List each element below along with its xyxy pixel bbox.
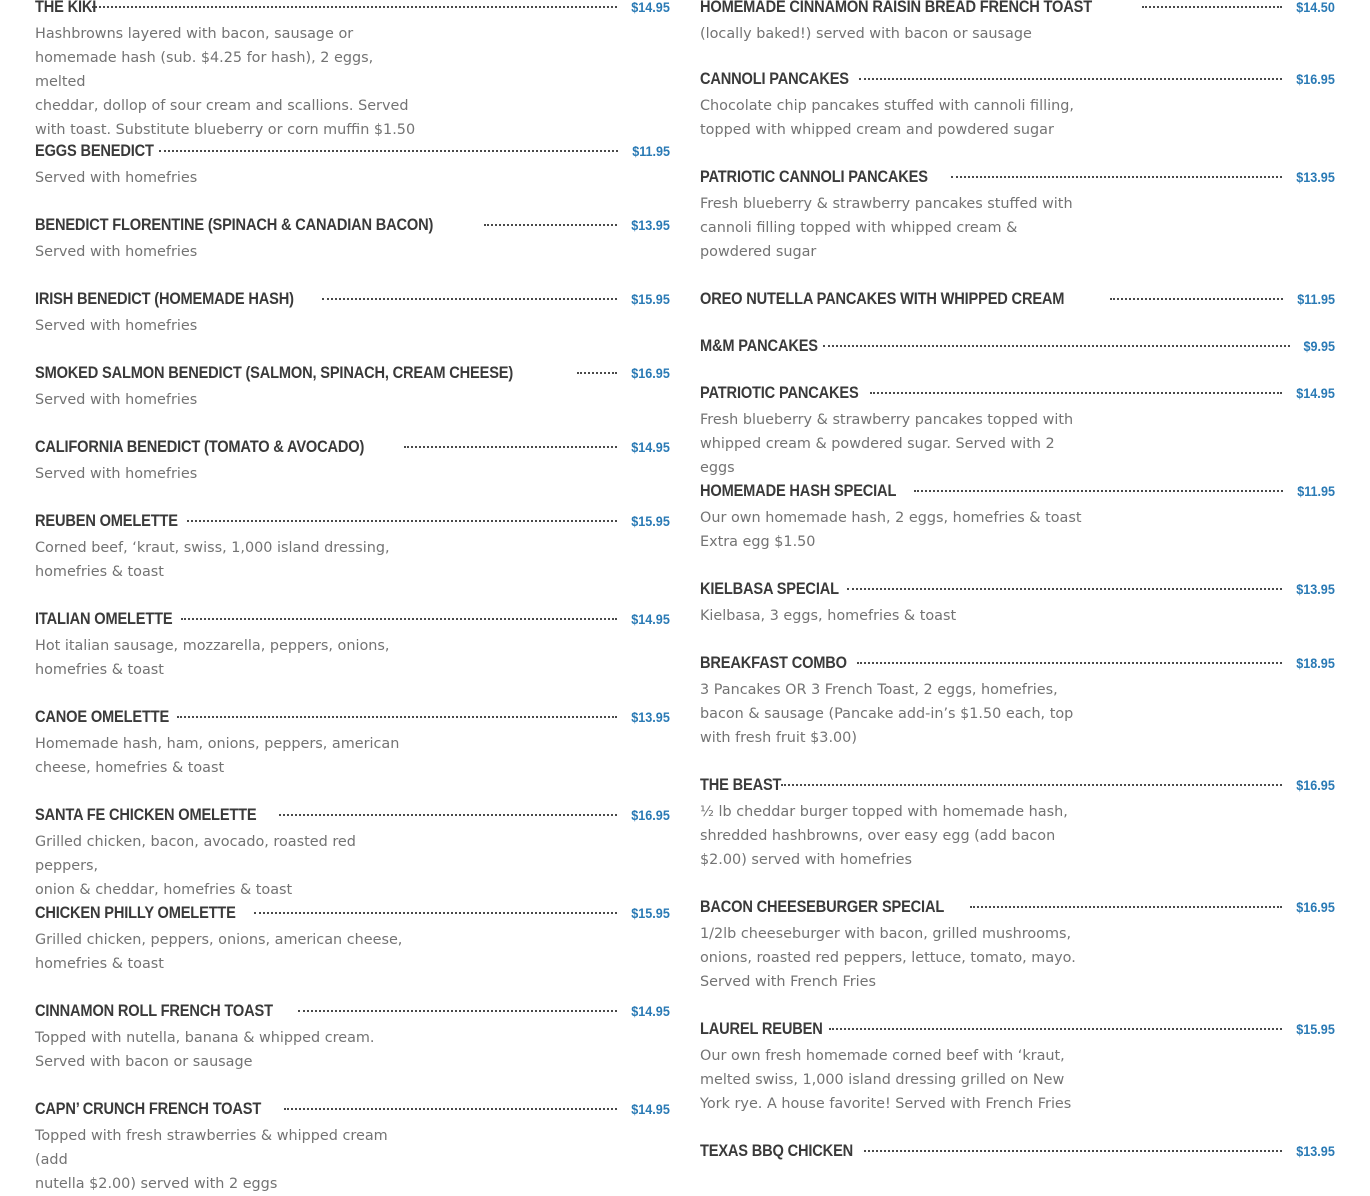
dotted-leader bbox=[279, 814, 618, 816]
menu-item-price: $11.95 bbox=[632, 143, 670, 159]
menu-item-header bbox=[700, 380, 1335, 406]
menu-item-header bbox=[700, 576, 1335, 602]
menu-item-description: Served with homefries bbox=[35, 466, 198, 482]
menu-item-name: LAUREL REUBEN bbox=[700, 1019, 823, 1038]
menu-item-description: 1/2lb cheeseburger with bacon, grilled mushrooms, onions, roasted red peppers, lettuce, tomato, mayo. Served with French Fries bbox=[700, 926, 1076, 990]
dotted-leader bbox=[187, 520, 617, 522]
menu-item-name: BENEDICT FLORENTINE (SPINACH & CANADIAN BACON) bbox=[35, 215, 434, 234]
menu-item-header bbox=[35, 998, 670, 1024]
dotted-leader bbox=[1142, 6, 1282, 8]
menu-item-name: M&M PANCAKES bbox=[700, 336, 818, 355]
dotted-leader bbox=[864, 1150, 1282, 1152]
menu-item-header bbox=[700, 1138, 1335, 1164]
menu-item-name: THE KIKI bbox=[35, 0, 97, 16]
menu-item-name: REUBEN OMELETTE bbox=[35, 511, 178, 530]
menu-item-name: KIELBASA SPECIAL bbox=[700, 579, 839, 598]
menu-item-price: $14.95 bbox=[631, 439, 670, 455]
menu-item-description: Fresh blueberry & strawberry pancakes topped with whipped cream & powdered sugar. Served with 2 eggs bbox=[700, 412, 1074, 476]
menu-item-price: $16.95 bbox=[631, 365, 670, 381]
menu-item-description: Served with homefries bbox=[35, 318, 198, 334]
menu-item-name: BREAKFAST COMBO bbox=[700, 653, 847, 672]
menu-item-header bbox=[700, 66, 1335, 92]
menu-item-description: Hot italian sausage, mozzarella, peppers, onions, homefries & toast bbox=[35, 638, 390, 678]
menu-item-header bbox=[35, 212, 670, 238]
dotted-leader bbox=[484, 224, 617, 226]
menu-item-price: $11.95 bbox=[1297, 483, 1335, 499]
menu-item-description: Kielbasa, 3 eggs, homefries & toast bbox=[700, 608, 957, 624]
dotted-leader bbox=[781, 784, 1283, 786]
menu-item-name: CALIFORNIA BENEDICT (TOMATO & AVOCADO) bbox=[35, 437, 365, 456]
menu-item-description: ½ lb cheddar burger topped with homemade hash, shredded hashbrowns, over easy egg (add bacon $2.00) served with homefries bbox=[700, 804, 1068, 868]
menu-item-name: HOMEMADE CINNAMON RAISIN BREAD FRENCH TOAST bbox=[700, 0, 1092, 16]
menu-item-description: Topped with nutella, banana & whipped cream. Served with bacon or sausage bbox=[35, 1030, 375, 1070]
dotted-leader bbox=[823, 345, 1290, 347]
menu-item-description: Our own homemade hash, 2 eggs, homefries & toast Extra egg $1.50 bbox=[700, 510, 1082, 550]
menu-item-price: $11.95 bbox=[1297, 291, 1335, 307]
menu-item-description: Served with homefries bbox=[35, 244, 198, 260]
menu-item-description: Fresh blueberry & strawberry pancakes stuffed with cannoli filling topped with whipped cream & powdered sugar bbox=[700, 196, 1073, 260]
menu-item-name: ITALIAN OMELETTE bbox=[35, 609, 173, 628]
menu-item-header bbox=[35, 138, 670, 164]
menu-item-header bbox=[700, 772, 1335, 798]
dotted-leader bbox=[92, 6, 617, 8]
dotted-leader bbox=[159, 150, 618, 152]
menu-item-header bbox=[35, 434, 670, 460]
dotted-leader bbox=[284, 1108, 617, 1110]
menu-item-header bbox=[35, 900, 670, 926]
menu-item-description: Topped with fresh strawberries & whipped cream (add nutella $2.00) served with 2 eggs bbox=[35, 1128, 388, 1192]
menu-item-description: Our own fresh homemade corned beef with ‘kraut, melted swiss, 1,000 island dressing grilled on New York rye. A house favorite! Served with French Fries bbox=[700, 1048, 1072, 1112]
menu-item-name: TEXAS BBQ CHICKEN bbox=[700, 1141, 854, 1160]
menu-item-price: $18.95 bbox=[1296, 655, 1335, 671]
menu-item-price: $15.95 bbox=[631, 291, 670, 307]
dotted-leader bbox=[577, 372, 617, 374]
dotted-leader bbox=[970, 906, 1282, 908]
menu-item-price: $15.95 bbox=[631, 905, 670, 921]
menu-item-description: Grilled chicken, peppers, onions, american cheese, homefries & toast bbox=[35, 932, 403, 972]
menu-item-name: CANOE OMELETTE bbox=[35, 707, 170, 726]
menu-item-header bbox=[700, 333, 1335, 359]
dotted-leader bbox=[829, 1028, 1283, 1030]
menu-item-header bbox=[35, 606, 670, 632]
menu-item-price: $9.95 bbox=[1303, 338, 1335, 354]
menu-item-price: $13.95 bbox=[1296, 169, 1335, 185]
menu-item-header bbox=[700, 650, 1335, 676]
dotted-leader bbox=[177, 716, 617, 718]
menu-item-header bbox=[700, 164, 1335, 190]
menu-item-name: IRISH BENEDICT (HOMEMADE HASH) bbox=[35, 289, 294, 308]
menu-item-name: BACON CHEESEBURGER SPECIAL bbox=[700, 897, 945, 916]
menu-item-price: $16.95 bbox=[1296, 71, 1335, 87]
menu-item-name: CINNAMON ROLL FRENCH TOAST bbox=[35, 1001, 273, 1020]
menu-item-price: $14.95 bbox=[631, 0, 670, 15]
dotted-leader bbox=[404, 446, 617, 448]
menu-item-price: $14.95 bbox=[631, 1003, 670, 1019]
menu-item-description: Corned beef, ‘kraut, swiss, 1,000 island dressing, homefries & toast bbox=[35, 540, 390, 580]
menu-item-name: SANTA FE CHICKEN OMELETTE bbox=[35, 805, 257, 824]
menu-item-name: PATRIOTIC CANNOLI PANCAKES bbox=[700, 167, 928, 186]
menu-item-description: Served with homefries bbox=[35, 170, 198, 186]
dotted-leader bbox=[254, 912, 617, 914]
menu-item-description: Grilled chicken, bacon, avocado, roasted red peppers, onion & cheddar, homefries & toast bbox=[35, 834, 356, 898]
menu-item-description: 3 Pancakes OR 3 French Toast, 2 eggs, homefries, bacon & sausage (Pancake add-in’s $1.50 each, top with fresh fruit $3.00) bbox=[700, 682, 1074, 746]
menu-item-name: OREO NUTELLA PANCAKES WITH WHIPPED CREAM bbox=[700, 289, 1065, 308]
menu-item-name: SMOKED SALMON BENEDICT (SALMON, SPINACH, CREAM CHEESE) bbox=[35, 363, 514, 382]
menu-item-header bbox=[35, 360, 670, 386]
menu-item-price: $13.95 bbox=[631, 709, 670, 725]
menu-item-description: (locally baked!) served with bacon or sausage bbox=[700, 26, 1032, 42]
menu-item-header bbox=[35, 802, 670, 828]
menu-item-price: $13.95 bbox=[1296, 581, 1335, 597]
menu-item-header bbox=[35, 286, 670, 312]
menu-item-price: $13.95 bbox=[631, 217, 670, 233]
menu-item-header bbox=[35, 508, 670, 534]
dotted-leader bbox=[1110, 298, 1283, 300]
menu-item-description: Hashbrowns layered with bacon, sausage or homemade hash (sub. $4.25 for hash), 2 eggs, melted cheddar, dollop of sour cream and scallions. Served with toast. Substitute blueberry or corn muffin $1.50 bbox=[35, 26, 416, 138]
dotted-leader bbox=[322, 298, 617, 300]
menu-item-header bbox=[700, 894, 1335, 920]
dotted-leader bbox=[857, 662, 1282, 664]
dotted-leader bbox=[859, 78, 1282, 80]
menu-item-name: EGGS BENEDICT bbox=[35, 141, 154, 160]
menu-item-price: $14.50 bbox=[1296, 0, 1335, 15]
dotted-leader bbox=[870, 392, 1282, 394]
menu-item-description: Chocolate chip pancakes stuffed with cannoli filling, topped with whipped cream and powdered sugar bbox=[700, 98, 1074, 138]
menu-item-name: CHICKEN PHILLY OMELETTE bbox=[35, 903, 236, 922]
dotted-leader bbox=[951, 176, 1282, 178]
menu-item-name: CANNOLI PANCAKES bbox=[700, 69, 849, 88]
menu-item-description: Served with homefries bbox=[35, 392, 198, 408]
menu-item-price: $15.95 bbox=[631, 513, 670, 529]
menu-item-header bbox=[700, 1016, 1335, 1042]
menu-item-price: $16.95 bbox=[1296, 777, 1335, 793]
menu-item-price: $16.95 bbox=[631, 807, 670, 823]
menu-item-name: HOMEMADE HASH SPECIAL bbox=[700, 481, 897, 500]
menu-item-price: $16.95 bbox=[1296, 899, 1335, 915]
menu-item-description: Homemade hash, ham, onions, peppers, american cheese, homefries & toast bbox=[35, 736, 400, 776]
menu-item-price: $14.95 bbox=[631, 611, 670, 627]
menu-item-header bbox=[35, 704, 670, 730]
dotted-leader bbox=[298, 1010, 618, 1012]
menu-item-header bbox=[700, 0, 1335, 20]
menu-item-name: CAPN’ CRUNCH FRENCH TOAST bbox=[35, 1099, 262, 1118]
dotted-leader bbox=[847, 588, 1282, 590]
menu-item-header bbox=[700, 286, 1335, 312]
menu-item-price: $15.95 bbox=[1296, 1021, 1335, 1037]
menu-item-name: THE BEAST bbox=[700, 775, 782, 794]
menu-item-price: $14.95 bbox=[631, 1101, 670, 1117]
menu-item-header bbox=[35, 0, 670, 20]
dotted-leader bbox=[914, 490, 1283, 492]
menu-item-header bbox=[700, 478, 1335, 504]
dotted-leader bbox=[181, 618, 617, 620]
menu-item-price: $14.95 bbox=[1296, 385, 1335, 401]
menu-item-name: PATRIOTIC PANCAKES bbox=[700, 383, 859, 402]
menu-item-header bbox=[35, 1096, 670, 1122]
menu-item-price: $13.95 bbox=[1296, 1143, 1335, 1159]
